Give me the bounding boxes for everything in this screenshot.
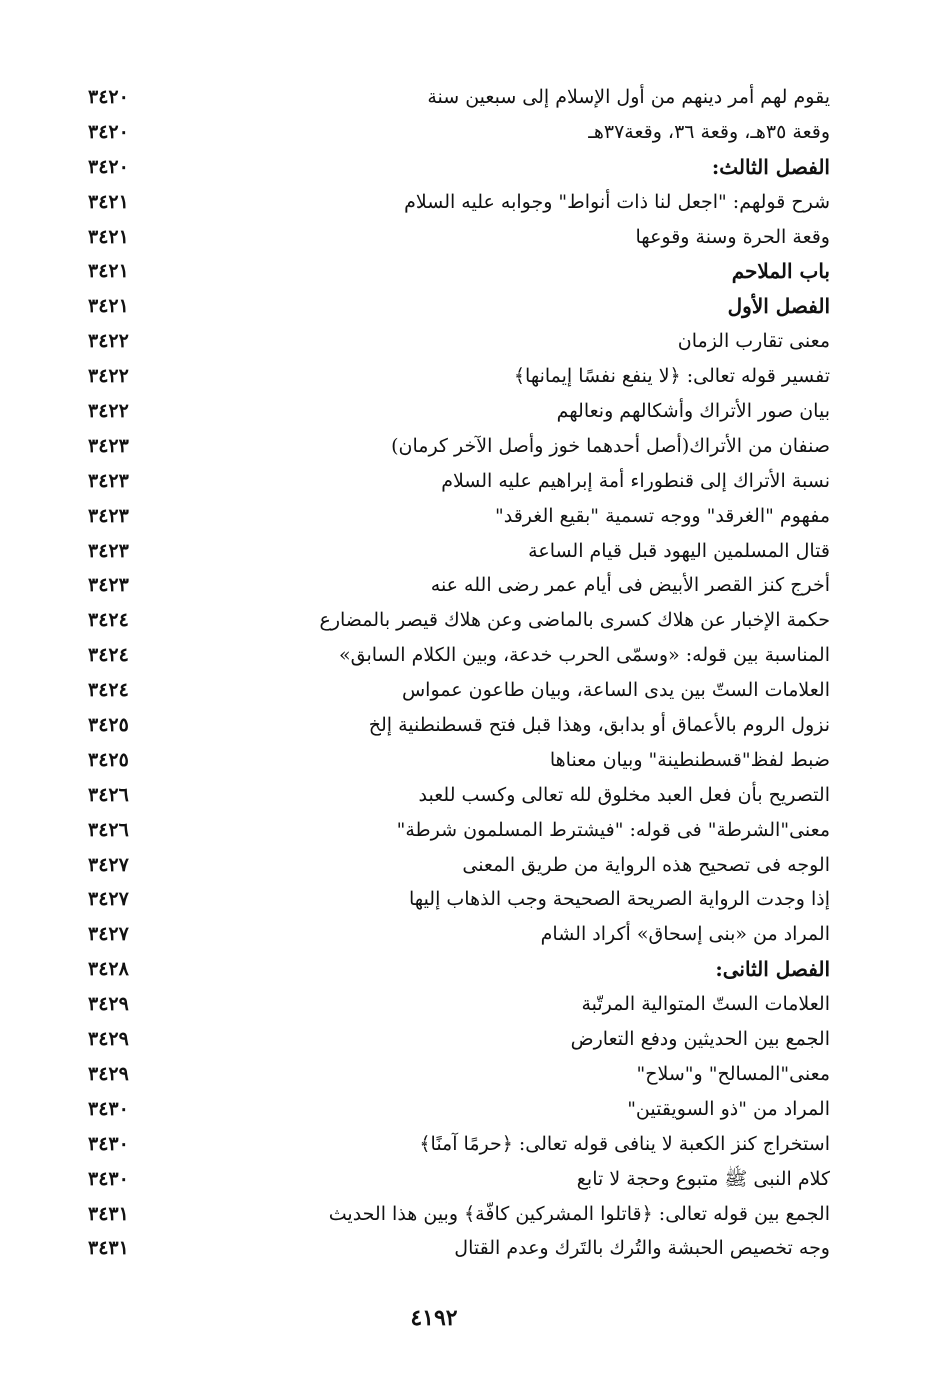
toc-entry-page-number: ٣٤٢٢ bbox=[88, 330, 129, 353]
toc-entry bbox=[80, 150, 830, 185]
toc-entry bbox=[80, 743, 830, 778]
toc-entry-page-number: ٣٤٣١ bbox=[88, 1237, 129, 1260]
toc-entry bbox=[80, 638, 830, 673]
toc-entry-page-number: ٣٤٣٠ bbox=[88, 1132, 129, 1155]
toc-entry bbox=[80, 848, 830, 883]
toc-entry-title: ضبط لفظ"قسطنطينة" وبيان معناها bbox=[549, 748, 830, 771]
toc-entry-page-number: ٣٤٢٣ bbox=[88, 434, 129, 457]
toc-entry-title: المراد من "ذو السويقتين" bbox=[627, 1097, 830, 1120]
toc-entry-page-number: ٣٤٢٦ bbox=[88, 783, 129, 806]
toc-entry-title: يقوم لهم أمر دينهم من أول الإسلام إلى سبعين سنة bbox=[427, 86, 830, 108]
toc-entry-title: نسبة الأتراك إلى قنطوراء أمة إبراهيم عليه السلام bbox=[441, 469, 830, 492]
toc-entry-title: معنى تقارب الزمان bbox=[677, 330, 830, 353]
toc-entry bbox=[80, 1162, 830, 1197]
toc-section-heading: الفصل الأول bbox=[727, 294, 830, 319]
toc-section-heading: الفصل الثانى: bbox=[715, 957, 830, 982]
toc-entry bbox=[80, 952, 830, 987]
toc-section-heading: الفصل الثالث: bbox=[711, 154, 830, 179]
toc-entry bbox=[80, 603, 830, 638]
toc-entry bbox=[80, 673, 830, 708]
toc-entry-page-number: ٣٤٢٧ bbox=[88, 923, 129, 946]
toc-entry-page-number: ٣٤٢٣ bbox=[88, 504, 129, 527]
toc-entry-title: شرح قولهم: "اجعل لنا ذات أنواط" وجوابه عليه السلام bbox=[404, 190, 830, 213]
toc-entry-page-number: ٣٤٢٥ bbox=[88, 748, 129, 771]
toc-entry-title: وقعة ٣٥هـ، وقعة ٣٦، وقعة٣٧هـ bbox=[588, 120, 830, 143]
toc-entry-page-number: ٣٤٢٩ bbox=[88, 1028, 129, 1051]
toc-entry-title: نزول الروم بالأعماق أو بدابق، وهذا قبل فتح قسطنطنية إلخ bbox=[368, 714, 830, 737]
toc-entry-page-number: ٣٤٢٣ bbox=[88, 539, 129, 562]
toc-entry bbox=[80, 1127, 830, 1162]
toc-entry bbox=[80, 185, 830, 220]
toc-entry-page-number: ٣٤٢٩ bbox=[88, 993, 129, 1016]
toc-entry bbox=[80, 394, 830, 429]
toc-entry-title: معنى"المسالح" و"سلاح" bbox=[636, 1062, 830, 1085]
toc-entry-page-number: ٣٤٢٢ bbox=[88, 365, 129, 388]
toc-entry-title: بيان صور الأتراك وأشكالهم ونعالهم bbox=[556, 400, 830, 423]
toc-entry-page-number: ٣٤٣٠ bbox=[88, 1097, 129, 1120]
toc-entry-title: وجه تخصيص الحبشة والتُرك بالتَرك وعدم القتال bbox=[454, 1237, 830, 1260]
toc-entry bbox=[80, 1022, 830, 1057]
toc-entry bbox=[80, 1092, 830, 1127]
toc-entry bbox=[80, 882, 830, 917]
toc-entry-title: العلامات الستّ المتوالية المرتّبة bbox=[581, 993, 830, 1016]
toc-entry-page-number: ٣٤٢٩ bbox=[88, 1062, 129, 1085]
toc-entry-title: تفسير قوله تعالى: ﴿لا ينفع نفسًا إيمانها﴾ bbox=[513, 365, 830, 388]
toc-entry-title: معنى"الشرطة" فى قوله: "فيشترط المسلمون شرطة" bbox=[396, 818, 830, 841]
toc-entry-title: حكمة الإخبار عن هلاك كسرى بالماضى وعن هلاك قيصر بالمضارع bbox=[319, 609, 830, 632]
toc-entry bbox=[80, 220, 830, 255]
toc-entry-page-number: ٣٤٢٤ bbox=[88, 679, 129, 702]
toc-entry-page-number: ٣٤٢٠ bbox=[88, 155, 129, 178]
toc-entry-title: كلام النبى ﷺ متبوع وحجة لا تابع bbox=[576, 1167, 830, 1190]
toc-entry bbox=[80, 324, 830, 359]
toc-entry-title: التصريح بأن فعل العبد مخلوق لله تعالى وكسب للعبد bbox=[418, 783, 830, 806]
table-of-contents bbox=[80, 80, 830, 1266]
toc-entry-title: المراد من «بنى إسحاق» أكراد الشام bbox=[540, 923, 830, 946]
toc-entry-page-number: ٣٤٢٣ bbox=[88, 469, 129, 492]
toc-entry-page-number: ٣٤٢٣ bbox=[88, 574, 129, 597]
toc-entry bbox=[80, 568, 830, 603]
toc-entry-page-number: ٣٤٣٠ bbox=[88, 1167, 129, 1190]
toc-entry-page-number: ٣٤٢٧ bbox=[88, 888, 129, 911]
toc-entry bbox=[80, 115, 830, 150]
toc-entry bbox=[80, 359, 830, 394]
toc-entry bbox=[80, 917, 830, 952]
toc-entry-page-number: ٣٤٢١ bbox=[88, 295, 129, 318]
toc-entry-title: الوجه فى تصحيح هذه الرواية من طريق المعنى bbox=[462, 853, 830, 876]
toc-entry-page-number: ٣٤٢٠ bbox=[88, 86, 129, 108]
toc-entry bbox=[80, 289, 830, 324]
toc-entry-title: وقعة الحرة وسنة وقوعها bbox=[635, 225, 830, 248]
toc-entry-title: صنفان من الأتراك(أصل أحدهما خوز وأصل الآخر كرمان) bbox=[391, 434, 830, 457]
toc-entry-page-number: ٣٤٢٤ bbox=[88, 609, 129, 632]
toc-entry-title: مفهوم "الغرقد" ووجه تسمية "بقيع الغرقد" bbox=[495, 504, 830, 527]
toc-entry bbox=[80, 1057, 830, 1092]
toc-entry bbox=[80, 464, 830, 499]
toc-entry bbox=[80, 1231, 830, 1266]
toc-entry-title: إذا وجدت الرواية الصريحة الصحيحة وجب الذهاب إليها bbox=[409, 888, 830, 911]
toc-entry-page-number: ٣٤٢٢ bbox=[88, 400, 129, 423]
toc-entry-page-number: ٣٤٢٤ bbox=[88, 644, 129, 667]
toc-entry-page-number: ٣٤٢٥ bbox=[88, 714, 129, 737]
toc-section-heading: باب الملاحم bbox=[731, 259, 830, 284]
toc-entry bbox=[80, 499, 830, 534]
toc-entry bbox=[80, 80, 830, 115]
toc-entry-title: استخراج كنز الكعبة لا ينافى قوله تعالى: ﴿حرمًا آمنًا﴾ bbox=[419, 1132, 830, 1155]
toc-entry-page-number: ٣٤٢١ bbox=[88, 190, 129, 213]
toc-entry-page-number: ٣٤٢٧ bbox=[88, 853, 129, 876]
toc-entry-title: الجمع بين الحديثين ودفع التعارض bbox=[570, 1028, 830, 1051]
toc-entry-title: المناسبة بين قوله: «وسمّى الحرب خدعة، وبين الكلام السابق» bbox=[339, 644, 830, 667]
toc-entry-page-number: ٣٤٣١ bbox=[88, 1202, 129, 1225]
toc-entry-page-number: ٣٤٢١ bbox=[88, 225, 129, 248]
toc-entry bbox=[80, 987, 830, 1022]
toc-entry bbox=[80, 429, 830, 464]
toc-entry-page-number: ٣٤٢٠ bbox=[88, 120, 129, 143]
toc-entry bbox=[80, 708, 830, 743]
page-number-footer: ٤١٩٢ bbox=[410, 1305, 458, 1331]
toc-entry-page-number: ٣٤٢٦ bbox=[88, 818, 129, 841]
toc-entry bbox=[80, 813, 830, 848]
toc-entry-title: أخرج كنز القصر الأبيض فى أيام عمر رضى الله عنه bbox=[430, 574, 830, 597]
toc-entry bbox=[80, 534, 830, 569]
toc-entry-title: الجمع بين قوله تعالى: ﴿قاتلوا المشركين كافّة﴾ وبين هذا الحديث bbox=[328, 1202, 830, 1225]
toc-entry-page-number: ٣٤٢١ bbox=[88, 260, 129, 283]
toc-entry bbox=[80, 1197, 830, 1232]
toc-entry-title: العلامات الستّ بين يدى الساعة، وبيان طاعون عمواس bbox=[401, 679, 830, 702]
toc-entry bbox=[80, 778, 830, 813]
toc-entry bbox=[80, 254, 830, 289]
toc-entry-page-number: ٣٤٢٨ bbox=[88, 958, 129, 981]
toc-entry-title: قتال المسلمين اليهود قبل قيام الساعة bbox=[528, 539, 830, 562]
